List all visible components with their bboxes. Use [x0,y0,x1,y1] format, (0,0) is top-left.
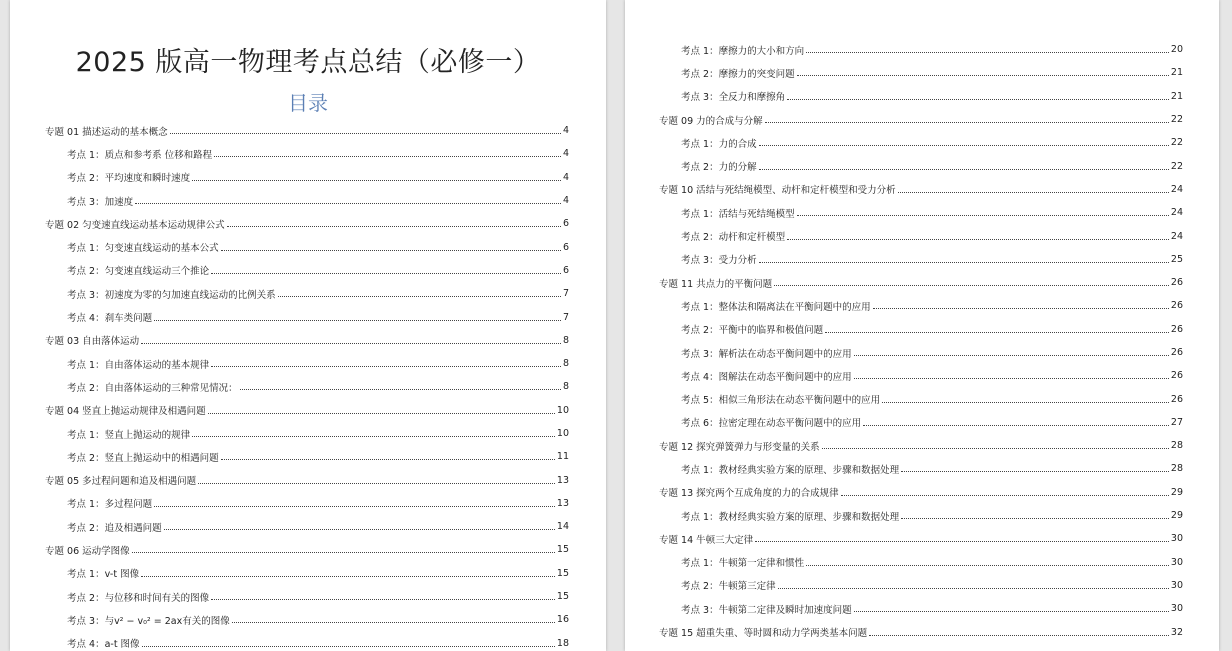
dot-leader [164,529,555,530]
toc-page-number: 6 [562,241,569,253]
toc-page-number: 26 [1170,347,1183,358]
toc-subtopic-entry[interactable] [45,189,569,212]
dot-leader [211,599,555,600]
toc-subtopic-entry[interactable] [659,364,1183,387]
dot-leader [778,588,1169,589]
toc-page-number: 15 [556,567,569,579]
toc-entry-text: 考点 2：自由落体运动的三种常见情况： [67,382,238,394]
toc-topic-entry[interactable] [45,399,569,422]
toc-entry-text: 考点 2：摩擦力的突变问题 [681,68,795,80]
toc-subtopic-entry[interactable] [659,154,1183,177]
toc-page-number: 24 [1170,183,1183,195]
dot-leader [154,320,561,321]
dot-leader [873,308,1169,309]
toc-page-number: 24 [1170,207,1183,219]
toc-entry-text: 考点 2：动杆和定杆模型 [681,232,786,244]
toc-entry-text: 考点 5：相似三角形法在动态平衡问题中的应用 [681,395,881,407]
toc-topic-entry[interactable] [659,434,1183,457]
toc-entry-text: 考点 4：图解法在动态平衡问题中的应用 [681,371,852,383]
document-page-2 [625,0,1219,651]
table-of-contents-continued [659,38,1183,644]
dot-leader [822,448,1169,449]
toc-subtopic-entry[interactable] [45,562,569,585]
toc-entry-text: 专题 15 超重失重、等时圆和动力学两类基本问题 [659,628,868,640]
toc-page-number: 26 [1170,277,1183,289]
dot-leader [227,226,561,227]
toc-entry-text: 考点 3：牛顿第二定律及瞬时加速度问题 [681,604,852,616]
toc-entry-text: 专题 06 运动学图像 [45,545,130,557]
toc-page-number: 26 [1170,370,1183,382]
toc-topic-entry[interactable] [659,108,1183,131]
dot-leader [759,145,1169,146]
toc-page-number: 11 [556,451,569,463]
dot-leader [141,343,561,344]
dot-leader [759,262,1169,263]
toc-topic-entry[interactable] [45,538,569,561]
toc-subtopic-entry[interactable] [659,504,1183,527]
toc-subtopic-entry[interactable] [659,294,1183,317]
toc-page-number: 30 [1170,556,1183,568]
toc-entry-text: 考点 2：平衡中的临界和极值问题 [681,325,824,337]
toc-topic-entry[interactable] [45,212,569,235]
dot-leader [240,389,561,390]
toc-entry-text: 考点 1：牛顿第一定律和惯性 [681,558,805,570]
toc-page-number: 7 [562,311,569,323]
toc-entry-text: 考点 2：与位移和时间有关的图像 [67,592,210,604]
toc-subtopic-entry[interactable] [45,515,569,538]
toc-page-number: 22 [1170,160,1183,172]
toc-page-number: 30 [1170,579,1183,591]
toc-entry-text: 考点 4：刹车类问题 [67,313,153,325]
toc-entry-text: 专题 05 多过程问题和追及相遇问题 [45,476,197,488]
toc-subtopic-entry[interactable] [659,201,1183,224]
dot-leader [211,273,561,274]
dot-leader [198,483,555,484]
toc-entry-text: 考点 2：追及相遇问题 [67,522,162,534]
toc-topic-entry[interactable] [659,178,1183,201]
dot-leader [278,296,561,297]
toc-page-number: 8 [562,381,569,393]
dot-leader [901,518,1169,519]
toc-page-number: 15 [556,544,569,556]
dot-leader [192,436,555,437]
toc-entry-text: 考点 1：自由落体运动的基本规律 [67,359,210,371]
dot-leader [208,413,555,414]
dot-leader [211,366,561,367]
dot-leader [806,565,1169,566]
dot-leader [765,122,1169,123]
toc-page-number: 28 [1170,440,1183,452]
dot-leader [841,495,1169,496]
toc-subtopic-entry[interactable] [659,131,1183,154]
toc-page-number: 21 [1170,67,1183,79]
toc-entry-text: 考点 3：受力分析 [681,255,757,267]
dot-leader [192,180,561,181]
toc-topic-entry[interactable] [45,329,569,352]
toc-subtopic-entry[interactable] [45,305,569,328]
toc-entry-text: 考点 1：v-t 图像 [67,569,140,581]
dot-leader [132,552,555,553]
toc-subtopic-entry[interactable] [659,597,1183,620]
toc-page-number: 18 [556,637,569,649]
toc-page-number: 22 [1170,137,1183,149]
dot-leader [806,52,1169,53]
toc-topic-entry[interactable] [45,119,569,142]
toc-page-number: 30 [1170,533,1183,545]
toc-heading: 目录 [288,91,328,115]
toc-entry-text: 考点 1：教材经典实验方案的原理、步骤和数据处理 [681,511,900,523]
toc-subtopic-entry[interactable] [659,387,1183,410]
toc-page-number: 24 [1170,230,1183,242]
dot-leader [863,425,1169,426]
toc-page-number: 26 [1170,300,1183,312]
dot-leader [221,459,555,460]
toc-page-number: 21 [1170,90,1183,102]
toc-subtopic-entry[interactable] [45,492,569,515]
toc-entry-text: 考点 3：初速度为零的匀加速直线运动的比例关系 [67,289,276,301]
toc-page-number: 26 [1170,323,1183,335]
dot-leader [214,156,561,157]
toc-entry-text: 考点 1：整体法和隔离法在平衡问题中的应用 [681,301,871,313]
toc-subtopic-entry[interactable] [659,61,1183,84]
toc-entry-text: 专题 14 牛顿三大定律 [659,534,754,546]
dot-leader [787,99,1169,100]
toc-entry-text: 考点 1：活结与死结绳模型 [681,208,795,220]
dot-leader [141,576,555,577]
toc-subtopic-entry[interactable] [45,375,569,398]
toc-entry-text: 考点 2：竖直上抛运动中的相遇问题 [67,452,219,464]
toc-page-number: 28 [1170,463,1183,475]
dot-leader [797,215,1169,216]
toc-topic-entry[interactable] [659,271,1183,294]
dot-leader [901,471,1169,472]
toc-page-number: 4 [562,148,569,160]
toc-page-number: 25 [1170,253,1183,265]
toc-subtopic-entry[interactable] [45,632,569,651]
dot-leader [221,250,561,251]
toc-entry-text: 考点 1：竖直上抛运动的规律 [67,429,191,441]
dot-leader [854,611,1169,612]
toc-page-number: 13 [556,497,569,509]
toc-page-number: 22 [1170,114,1183,126]
toc-page-number: 10 [556,404,569,416]
toc-entry-text: 专题 12 探究弹簧弹力与形变量的关系 [659,441,820,453]
toc-subtopic-entry[interactable] [659,318,1183,341]
toc-subtopic-entry[interactable] [45,235,569,258]
toc-page-number: 30 [1170,603,1183,615]
toc-entry-text: 考点 1：力的合成 [681,138,757,150]
toc-entry-text: 专题 09 力的合成与分解 [659,115,763,127]
toc-entry-text: 考点 1：匀变速直线运动的基本公式 [67,243,219,255]
toc-page-number: 4 [562,171,569,183]
dot-leader [755,541,1169,542]
toc-page-number: 6 [562,218,569,230]
toc-subtopic-entry[interactable] [659,224,1183,247]
toc-entry-text: 考点 2：力的分解 [681,162,757,174]
toc-entry-text: 专题 02 匀变速直线运动基本运动规律公式 [45,219,225,231]
toc-subtopic-entry[interactable] [45,422,569,445]
toc-page-number: 16 [556,614,569,626]
toc-subtopic-entry[interactable] [45,166,569,189]
toc-subtopic-entry[interactable] [659,551,1183,574]
dot-leader [854,355,1169,356]
toc-subtopic-entry[interactable] [659,457,1183,480]
toc-topic-entry[interactable] [659,527,1183,550]
toc-page-number: 26 [1170,393,1183,405]
toc-page-number: 13 [556,474,569,486]
toc-page-number: 4 [562,195,569,207]
toc-entry-text: 考点 3：全反力和摩擦角 [681,92,786,104]
toc-page-number: 27 [1170,416,1183,428]
toc-entry-text: 考点 3：加速度 [67,196,134,208]
dot-leader [882,402,1169,403]
toc-page-number: 14 [556,521,569,533]
toc-entry-text: 考点 2：平均速度和瞬时速度 [67,173,191,185]
table-of-contents [45,119,569,651]
toc-subtopic-entry[interactable] [45,282,569,305]
document-title: 2025 版高一物理考点总结（必修一） [75,47,541,78]
dot-leader [759,169,1169,170]
toc-entry-text: 专题 11 共点力的平衡问题 [659,278,773,290]
toc-page-number: 4 [562,125,569,137]
toc-topic-entry[interactable] [659,620,1183,643]
toc-entry-text: 专题 01 描述运动的基本概念 [45,126,168,138]
toc-subtopic-entry[interactable] [45,352,569,375]
dot-leader [142,646,555,647]
dot-leader [170,133,561,134]
dot-leader [774,285,1169,286]
dot-leader [232,622,555,623]
document-page-1 [10,0,606,651]
toc-entry-text: 考点 6：拉密定理在动态平衡问题中的应用 [681,418,862,430]
toc-page-number: 20 [1170,44,1183,56]
toc-page-number: 8 [562,334,569,346]
dot-leader [797,75,1169,76]
toc-entry-text: 专题 10 活结与死结绳模型、动杆和定杆模型和受力分析 [659,185,896,197]
toc-entry-text: 考点 3：与v² − v₀² = 2ax有关的图像 [67,615,230,627]
toc-page-number: 32 [1170,626,1183,638]
toc-topic-entry[interactable] [45,468,569,491]
dot-leader [869,635,1169,636]
toc-entry-text: 考点 2：牛顿第三定律 [681,581,776,593]
toc-page-number: 15 [556,591,569,603]
toc-entry-text: 考点 1：多过程问题 [67,499,153,511]
toc-page-number: 10 [556,428,569,439]
toc-entry-text: 专题 13 探究两个互成角度的力的合成规律 [659,488,839,500]
dot-leader [898,192,1169,193]
toc-subtopic-entry[interactable] [45,608,569,631]
dot-leader [825,332,1169,333]
toc-entry-text: 考点 1：质点和参考系 位移和路程 [67,149,213,161]
toc-entry-text: 考点 1：教材经典实验方案的原理、步骤和数据处理 [681,464,900,476]
toc-subtopic-entry[interactable] [659,38,1183,61]
toc-subtopic-entry[interactable] [659,248,1183,271]
toc-subtopic-entry[interactable] [45,142,569,165]
toc-subtopic-entry[interactable] [659,85,1183,108]
toc-subtopic-entry[interactable] [659,341,1183,364]
toc-subtopic-entry[interactable] [659,411,1183,434]
toc-entry-text: 专题 03 自由落体运动 [45,336,140,348]
toc-page-number: 6 [562,264,569,276]
toc-page-number: 29 [1170,486,1183,498]
toc-page-number: 29 [1170,510,1183,522]
toc-entry-text: 考点 1：摩擦力的大小和方向 [681,45,805,57]
dot-leader [154,506,555,507]
toc-entry-text: 考点 4：a-t 图像 [67,639,140,651]
toc-page-number: 7 [562,288,569,300]
toc-topic-entry[interactable] [659,481,1183,504]
dot-leader [787,239,1169,240]
toc-entry-text: 考点 2：匀变速直线运动三个推论 [67,266,210,278]
dot-leader [854,378,1169,379]
toc-subtopic-entry[interactable] [45,259,569,282]
toc-subtopic-entry[interactable] [45,585,569,608]
toc-entry-text: 专题 04 竖直上抛运动规律及相遇问题 [45,406,206,418]
toc-entry-text: 考点 3：解析法在动态平衡问题中的应用 [681,348,852,360]
toc-subtopic-entry[interactable] [659,574,1183,597]
dot-leader [135,203,561,204]
toc-page-number: 8 [562,358,569,370]
toc-subtopic-entry[interactable] [45,445,569,468]
